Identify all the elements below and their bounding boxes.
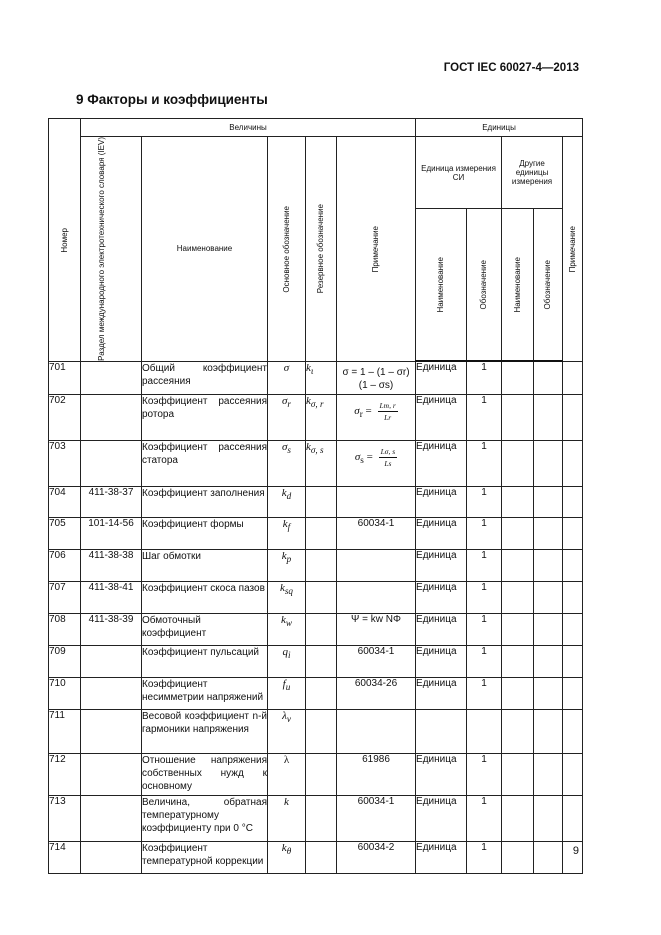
- table-row: 713 Величина, обратная температурному коэффициенту при 0 °C k 60034-1 Единица 1: [49, 795, 583, 841]
- page-number: 9: [572, 845, 579, 857]
- col-main-symbol: Основное обозначение: [268, 137, 306, 362]
- col-other-symbol: Обозначение: [534, 209, 563, 361]
- col-reserve-symbol: Резервное обозначение: [306, 137, 337, 362]
- table-row: 703 Коэффициент рассеяния статора $\sigma_s$ $k_{\sigma, s}$ $\sigma_s$ = $\frac{L\sigma, s}{Ls}$ Единица 1: [49, 440, 583, 486]
- table-row: 709 Коэффициент пульсаций $q_i$ 60034-1 Единица 1: [49, 645, 583, 677]
- group-units: Единицы: [416, 119, 583, 137]
- col-unit-name: Наименование: [416, 209, 467, 361]
- col-iev: Раздел международного электротехнического словаря (IEV): [81, 137, 142, 362]
- col-units-remark: Примечание: [563, 137, 583, 362]
- table-row: 707 411-38-41 Коэффициент скоса пазов $k_{sq}$ Единица 1: [49, 581, 583, 613]
- col-remark: Примечание: [337, 137, 416, 362]
- standard-designation: ГОСТ IEC 60027-4—2013: [443, 62, 579, 74]
- table-row: 705 101-14-56 Коэффициент формы $k_f$ 60034-1 Единица 1: [49, 517, 583, 549]
- table-row: 701 Общий коэффициент рассеяния σ $k_\iota$ σ = 1 – (1 – σr) (1 – σs) Единица 1: [49, 361, 583, 394]
- formula: σ = 1 – (1 – σr) (1 – σs): [337, 361, 416, 394]
- table-row: 708 411-38-39 Обмоточный коэффициент $k_w$ Ψ = kw NΦ Единица 1: [49, 613, 583, 645]
- table-row: 711 Весовой коэффициент n-й гармоники напряжения $\lambda_\nu$: [49, 709, 583, 753]
- col-other-units: Другие единицы измерения: [502, 137, 563, 209]
- table-row: 710 Коэффициент несимметрии напряжений $f_u$ 60034-26 Единица 1: [49, 677, 583, 709]
- group-quantities: Величины: [81, 119, 416, 137]
- table-row: 702 Коэффициент рассеяния ротора $\sigma_r$ $k_{\sigma, r}$ $\sigma_r$ = $\frac{Lm, r}{Lr}$ Единица 1: [49, 394, 583, 440]
- col-number: Номер: [49, 119, 81, 362]
- table-row: 706 411-38-38 Шаг обмотки $k_p$ Единица 1: [49, 549, 583, 581]
- col-unit-symbol: Обозначение: [467, 209, 502, 361]
- table-row: 712 Отношение напряжения собственных нужд к основному λ 61986 Единица 1: [49, 753, 583, 795]
- table-row: 704 411-38-37 Коэффициент заполнения $k_d$ Единица 1: [49, 486, 583, 517]
- table-row: 714 Коэффициент температурной коррекции $k_\theta$ 60034-2 Единица 1: [49, 841, 583, 873]
- col-name: Наименование: [142, 137, 268, 362]
- formula: $\sigma_r$ = $\frac{Lm, r}{Lr}$: [337, 394, 416, 440]
- factors-table: [48, 118, 583, 874]
- section-title: 9 Факторы и коэффициенты: [76, 92, 268, 107]
- col-si-unit: Единица измерения СИ: [416, 137, 502, 209]
- formula: Ψ = kw NΦ: [337, 613, 416, 645]
- col-other-name: Наименование: [502, 209, 534, 361]
- formula: $\sigma_s$ = $\frac{L\sigma, s}{Ls}$: [337, 440, 416, 486]
